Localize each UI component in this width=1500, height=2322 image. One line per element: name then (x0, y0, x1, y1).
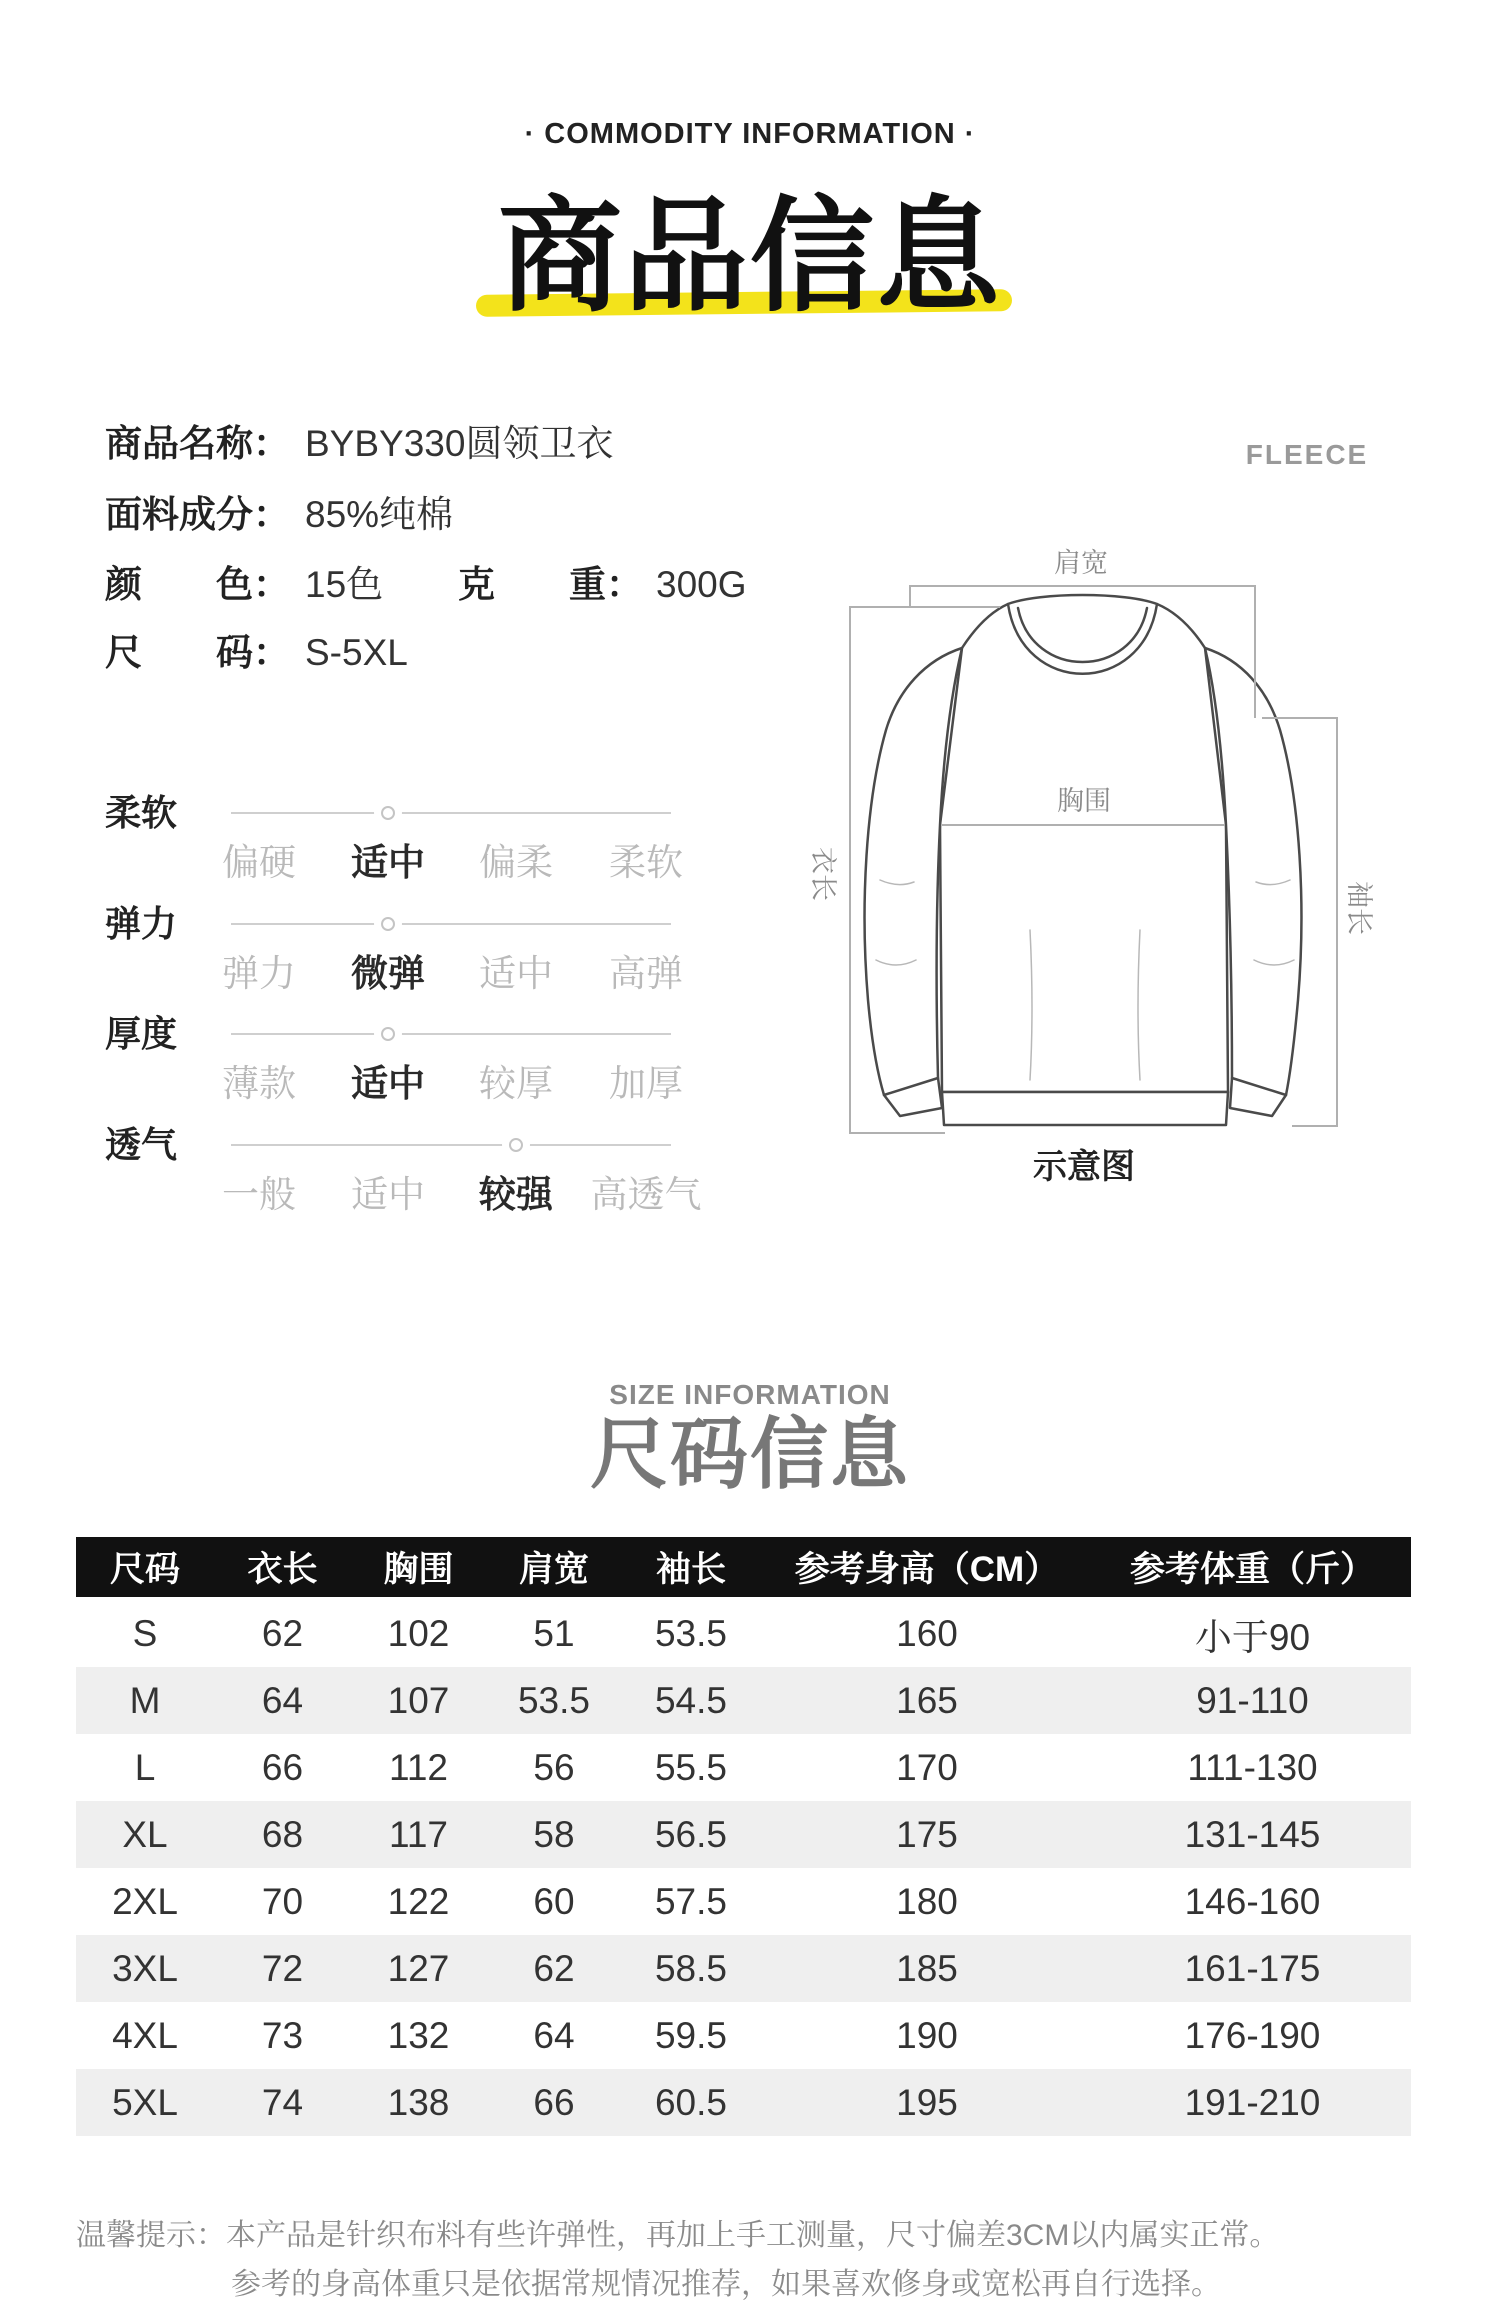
table-cell: L (134, 1746, 156, 1788)
note-line-2: 参考的身高体重只是依据常规情况推荐，如果喜欢修身或宽松再自行选择。 (231, 2268, 1221, 2301)
attribute-indicator-dot (381, 1027, 395, 1041)
table-cell: 53.5 (654, 1612, 727, 1654)
attribute-option: 加厚 (609, 1063, 683, 1104)
table-cell: 62 (533, 1947, 575, 1989)
table-cell: 5XL (112, 2081, 178, 2123)
table-cell: 54.5 (654, 1679, 727, 1721)
size-table-row (76, 1667, 1411, 1734)
attribute-option: 偏柔 (479, 842, 553, 883)
table-cell: 180 (896, 1880, 958, 1922)
column-header: 尺码 (109, 1550, 180, 1589)
size-label: 尺 码： (105, 632, 290, 673)
column-header: 衣长 (247, 1550, 318, 1589)
size-range-line (105, 629, 865, 677)
table-cell: 3XL (112, 1947, 178, 1989)
table-cell: 66 (533, 2081, 575, 2123)
attribute-option: 高弹 (609, 953, 683, 994)
attribute-option: 适中 (479, 953, 553, 994)
table-cell: 68 (261, 1813, 304, 1855)
attribute-option: 较强 (479, 1174, 553, 1215)
table-cell: 74 (261, 2081, 304, 2123)
color-label: 颜 色： (105, 564, 290, 605)
table-cell: 2XL (112, 1880, 178, 1922)
table-cell: 73 (261, 2014, 304, 2056)
table-cell: 132 (387, 2014, 450, 2056)
table-cell: 170 (896, 1746, 958, 1788)
table-cell: 91-110 (1196, 1679, 1309, 1721)
shoulder-width-label: 肩宽 (1054, 548, 1108, 578)
table-cell: 190 (896, 2014, 958, 2056)
attribute-track (231, 923, 671, 925)
table-cell: 191-210 (1184, 2081, 1321, 2123)
weight-label: 克 重： (458, 564, 643, 605)
table-cell: 66 (261, 1746, 304, 1788)
table-cell: 160 (896, 1612, 958, 1654)
table-cell: 55.5 (654, 1746, 727, 1788)
sweater-torso (940, 604, 1228, 1092)
table-cell: 107 (387, 1679, 450, 1721)
table-cell: 53.5 (517, 1679, 590, 1721)
size-table-header (76, 1537, 1411, 1597)
fabric-label: 面料成分： (105, 494, 290, 535)
attribute-option: 偏硬 (222, 842, 296, 883)
weight-value: 300G (656, 564, 747, 605)
table-cell: S (132, 1612, 158, 1654)
table-cell: 165 (896, 1679, 958, 1721)
size-table-row (76, 2069, 1411, 2136)
size-table-row (76, 1868, 1411, 1935)
page-title: 商品信息 (497, 188, 1002, 326)
attribute-option: 柔软 (609, 842, 683, 883)
hem-rib (942, 1092, 1228, 1125)
attribute-option: 一般 (222, 1174, 296, 1215)
column-header: 肩宽 (518, 1550, 589, 1589)
table-cell: 138 (387, 2081, 450, 2123)
sweater-diagram (800, 540, 1400, 1180)
table-cell: 56 (533, 1746, 575, 1788)
table-cell: 176-190 (1184, 2014, 1321, 2056)
table-cell: 185 (896, 1947, 958, 1989)
table-cell: 161-175 (1184, 1947, 1321, 1989)
table-cell: 117 (389, 1813, 448, 1855)
attribute-option: 适中 (351, 1063, 425, 1104)
color-value: 15色 (305, 564, 384, 605)
table-cell: 58 (533, 1813, 575, 1855)
attribute-track (231, 1144, 671, 1146)
fabric-value: 85%纯棉 (305, 494, 454, 535)
table-cell: 131-145 (1184, 1813, 1321, 1855)
table-cell: 51 (533, 1612, 575, 1654)
table-cell: 62 (261, 1612, 304, 1654)
attribute-label: 厚度 (105, 1013, 178, 1054)
table-cell: 112 (389, 1746, 448, 1788)
attribute-option: 适中 (351, 1174, 425, 1215)
attribute-option: 适中 (351, 842, 425, 883)
size-section-title: 尺码信息 (589, 1410, 910, 1498)
table-cell: XL (122, 1813, 168, 1855)
attribute-track (231, 812, 671, 814)
table-cell: 70 (261, 1880, 304, 1922)
chest-label: 胸围 (1057, 786, 1111, 816)
attribute-option: 弹力 (222, 953, 296, 994)
column-header: 参考身高（CM） (794, 1550, 1060, 1589)
table-cell: 146-160 (1184, 1880, 1321, 1922)
fabric-line (105, 491, 865, 539)
column-header: 袖长 (655, 1550, 726, 1589)
attribute-indicator-dot (381, 806, 395, 820)
table-cell: 72 (261, 1947, 304, 1989)
size-table-row (76, 2002, 1411, 2069)
table-cell: 4XL (112, 2014, 178, 2056)
table-cell: 59.5 (654, 2014, 727, 2056)
attribute-option: 高透气 (590, 1174, 702, 1215)
size-table (76, 1537, 1411, 2137)
attribute-option: 较厚 (479, 1063, 553, 1104)
table-cell: 175 (896, 1813, 958, 1855)
table-cell: 122 (387, 1880, 450, 1922)
note-line-1: 温馨提示：本产品是针织布料有些许弹性，再加上手工测量，尺寸偏差3CM以内属实正常。 (76, 2219, 1280, 2252)
table-cell: 60.5 (654, 2081, 727, 2123)
table-cell: 小于90 (1194, 1616, 1311, 1658)
commodity-information-subtitle: · COMMODITY INFORMATION · (524, 118, 976, 150)
attribute-track (231, 1033, 671, 1035)
table-cell: 127 (387, 1947, 450, 1989)
product-name-line (105, 420, 865, 468)
diagram-caption: 示意图 (1033, 1148, 1135, 1186)
size-table-row (76, 1801, 1411, 1868)
product-name-value: BYBY330圆领卫衣 (305, 423, 614, 464)
table-cell: 64 (533, 2014, 575, 2056)
attribute-label: 柔软 (105, 792, 178, 833)
table-cell: 64 (261, 1679, 304, 1721)
body-length-label: 衣长 (808, 847, 838, 901)
size-information-subtitle: SIZE INFORMATION (609, 1379, 891, 1410)
table-cell: 111-130 (1187, 1746, 1318, 1788)
size-table-row (76, 1734, 1411, 1801)
attribute-label: 透气 (105, 1124, 178, 1165)
attribute-indicator-dot (509, 1138, 523, 1152)
table-cell: 60 (533, 1880, 575, 1922)
product-name-label: 商品名称： (105, 423, 290, 464)
column-header: 胸围 (383, 1550, 454, 1589)
sweater-outline (865, 595, 1302, 1125)
table-cell: 195 (896, 2081, 958, 2123)
attribute-option: 薄款 (222, 1063, 296, 1104)
table-cell: 102 (387, 1612, 450, 1654)
table-cell: 56.5 (654, 1813, 727, 1855)
table-cell: 58.5 (654, 1947, 727, 1989)
attribute-option: 微弹 (351, 953, 425, 994)
color-weight-line (105, 561, 865, 609)
size-table-row (76, 1935, 1411, 2002)
table-cell: 57.5 (654, 1880, 727, 1922)
sleeve-length-label: 袖长 (1344, 881, 1374, 935)
fleece-tag: FLEECE (1245, 439, 1369, 470)
attribute-label: 弹力 (105, 903, 178, 944)
table-cell: M (129, 1679, 161, 1721)
size-table-row (76, 1600, 1411, 1667)
attribute-indicator-dot (381, 917, 395, 931)
column-header: 参考体重（斤） (1129, 1550, 1375, 1589)
size-value: S-5XL (305, 632, 408, 673)
